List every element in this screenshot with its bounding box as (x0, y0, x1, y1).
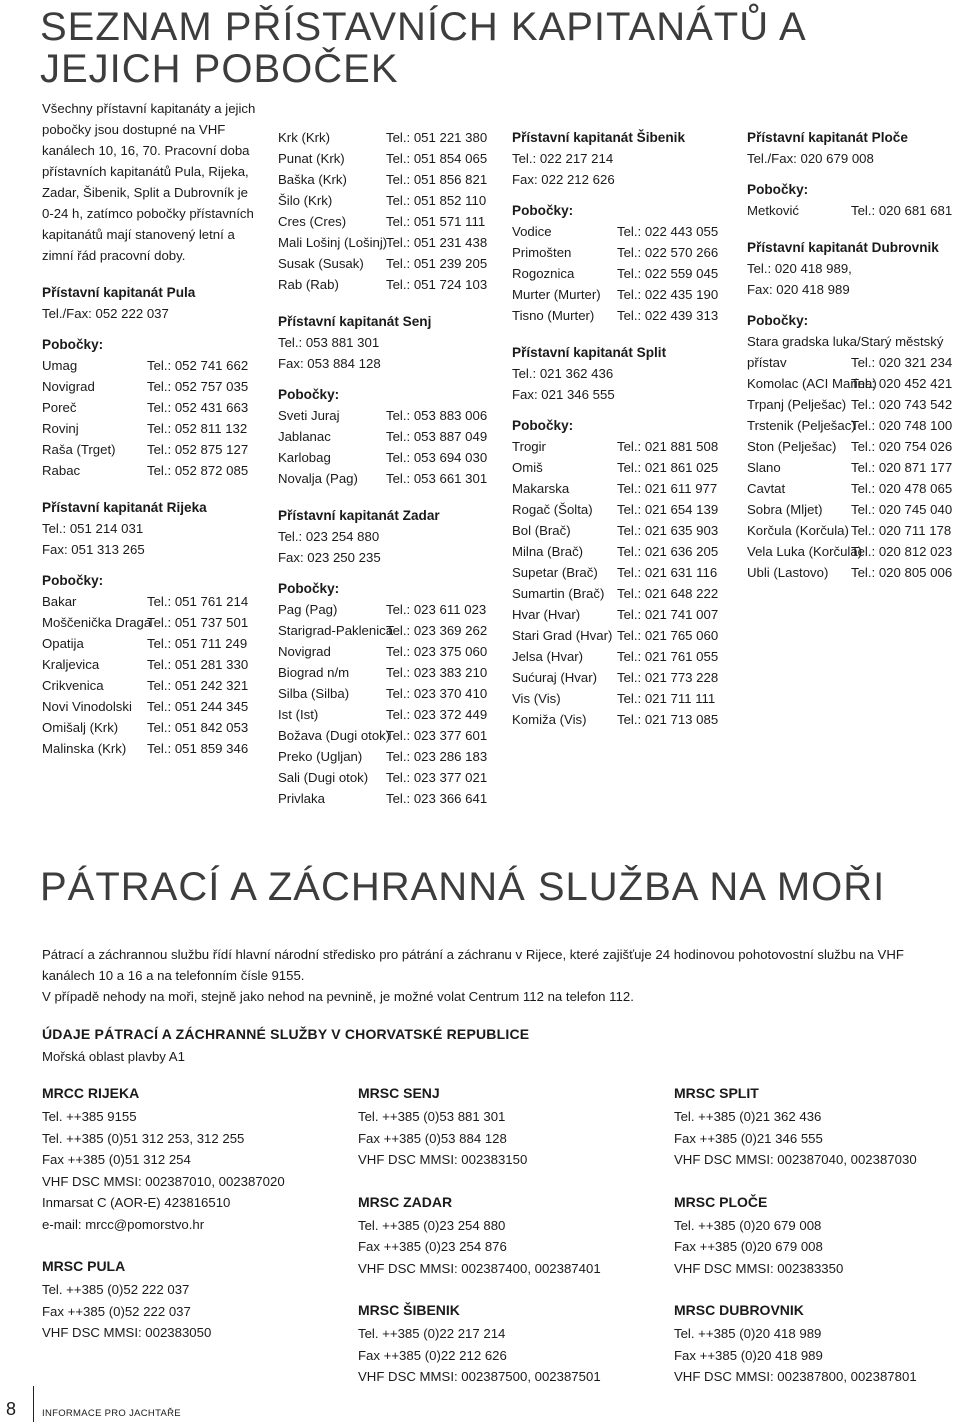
branch-row (42, 738, 262, 759)
branch-tel: Tel.: 023 369 262 (386, 623, 488, 638)
spacer (358, 1171, 638, 1191)
branch-row (278, 232, 496, 253)
branch-row (278, 211, 496, 232)
branch-row (747, 541, 957, 562)
branch-name: Rogač (Šolta) (512, 502, 593, 517)
branch-name: Omišalj (Krk) (42, 720, 119, 735)
branch-tel: Tel.: 051 842 053 (147, 720, 249, 735)
zadar-contact: Tel.: 023 254 880 (278, 529, 380, 544)
branch-name: Moščenička Draga (42, 615, 152, 630)
dubrovnik-branch-line: Stara gradska luka/Starý městský (747, 334, 944, 349)
branch-row (42, 591, 262, 612)
branch-tel: Tel.: 052 875 127 (147, 442, 249, 457)
branch-tel: Tel.: 051 571 111 (386, 214, 486, 229)
centre-line: VHF DSC MMSI: 002387400, 002387401 (358, 1260, 601, 1276)
rijeka-branches-label: Pobočky: (42, 573, 104, 588)
branch-name: Sućuraj (Hvar) (512, 670, 598, 685)
branch-tel: Tel.: 021 636 205 (617, 544, 719, 559)
section-rijeka (42, 497, 262, 759)
branch-row (278, 127, 496, 148)
section-dubrovnik (747, 237, 957, 583)
branch-row (42, 654, 262, 675)
centre-line: Fax ++385 (0)20 418 989 (674, 1347, 823, 1363)
branch-tel: Tel.: 021 713 085 (617, 712, 719, 727)
branch-tel: Tel.: 051 852 110 (386, 193, 487, 208)
centre-line: Tel. ++385 (0)51 312 253, 312 255 (42, 1130, 245, 1146)
branch-name: Korčula (Korčula) (747, 523, 849, 538)
branch-tel: Tel.: 051 856 821 (386, 172, 488, 187)
branch-row (747, 200, 957, 221)
branch-row (747, 562, 957, 583)
branch-tel: Tel.: 051 244 345 (147, 699, 249, 714)
branch-tel: Tel.: 053 661 301 (386, 471, 488, 486)
branch-row (278, 405, 496, 426)
branch-tel: Tel.: 053 887 049 (386, 429, 488, 444)
branch-name: Novigrad (42, 379, 95, 394)
branch-tel: Tel.: 021 773 228 (617, 670, 719, 685)
branch-tel: Tel.: 021 711 111 (617, 691, 716, 706)
rijeka-contact: Tel.: 051 214 031 (42, 521, 144, 536)
branch-tel: Tel.: 023 377 021 (386, 770, 488, 785)
branch-name: Sumartin (Brač) (512, 586, 605, 601)
branch-tel: Tel.: 052 872 085 (147, 463, 249, 478)
branch-row (278, 169, 496, 190)
senj-branches-label: Pobočky: (278, 387, 340, 402)
branch-row (42, 633, 262, 654)
branch-row (278, 599, 496, 620)
branch-name: Trpanj (Pelješac) (747, 397, 847, 412)
rijeka-title: Přístavní kapitanát Rijeka (42, 500, 207, 515)
section-split (512, 342, 730, 730)
branch-name: Jelsa (Hvar) (512, 649, 584, 664)
rescue-intro-1: Pátrací a záchrannou službu řídí hlavní národní středisko pro pátrání a záchranu v Rijece, které zajišťuje 24 hodinovou pohotovostní službu na VHF kanálech 10 a 16 a na telefonním čísle 9155. (42, 947, 904, 983)
branch-name: Hvar (Hvar) (512, 607, 581, 622)
branch-name: Bakar (42, 594, 77, 609)
branch-row (278, 274, 496, 295)
branch-name: Privlaka (278, 791, 325, 806)
dubrovnik-contact: Fax: 020 418 989 (747, 282, 850, 297)
intro-text: Všechny přístavní kapitanáty a jejich pobočky jsou dostupné na VHF kanálech 10, 16, 70. Pracovní doba přístavních kapitanátů Pula, Rijeka, Zadar, Šibenik, Split a Dubrovník je 0-24 h, zatímco pobočky přístavních kapitanátů mají stanovený letní a zimní řád pracovní doby. (42, 101, 256, 263)
branch-row (278, 746, 496, 767)
branch-tel: Tel.: 023 375 060 (386, 644, 488, 659)
centre-name: MRSC PLOČE (674, 1193, 768, 1210)
branch-name: Krk (Krk) (278, 130, 331, 145)
branch-name: Milna (Brač) (512, 544, 584, 559)
branch-tel: Tel.: 051 242 321 (147, 678, 249, 693)
rescue-title: PÁTRACÍ A ZÁCHRANNÁ SLUŽBA NA MOŘI (40, 865, 886, 909)
rijeka-contact: Fax: 051 313 265 (42, 542, 145, 557)
branch-name: Rab (Rab) (278, 277, 339, 292)
branch-tel: Tel.: 021 881 508 (617, 439, 719, 454)
branch-tel: Tel.: 051 221 380 (386, 130, 488, 145)
footer-divider (33, 1386, 34, 1422)
branch-row (747, 394, 957, 415)
branch-name: Baška (Krk) (278, 172, 347, 187)
branch-tel: Tel.: 022 439 313 (617, 308, 719, 323)
branch-tel: Tel.: 020 321 234 (851, 355, 953, 370)
zadar-title: Přístavní kapitanát Zadar (278, 508, 440, 523)
centre-name: MRSC PULA (42, 1258, 126, 1274)
branch-name: Jablanac (278, 429, 331, 444)
split-contact: Tel.: 021 362 436 (512, 366, 614, 381)
branch-tel: Tel.: 051 281 330 (147, 657, 249, 672)
branch-name: Sali (Dugi otok) (278, 770, 369, 785)
branch-row (747, 373, 957, 394)
branch-name: Ubli (Lastovo) (747, 565, 829, 580)
branch-row (512, 520, 730, 541)
branch-row (512, 562, 730, 583)
sibenik-contact: Tel.: 022 217 214 (512, 151, 614, 166)
branch-row (42, 460, 262, 481)
dubrovnik-title: Přístavní kapitanát Dubrovnik (747, 240, 939, 255)
branch-name: Susak (Susak) (278, 256, 364, 271)
branch-tel: Tel.: 051 231 438 (386, 235, 488, 250)
branch-name: Vodice (512, 224, 552, 239)
senj-title: Přístavní kapitanát Senj (278, 314, 432, 329)
pula-contact: Tel./Fax: 052 222 037 (42, 306, 169, 321)
senj-contact: Fax: 053 884 128 (278, 356, 381, 371)
branch-name: Ist (Ist) (278, 707, 319, 722)
centre-name: MRSC ZADAR (358, 1193, 453, 1210)
branch-tel: Tel.: 021 635 903 (617, 523, 719, 538)
branch-name: Bol (Brač) (512, 523, 571, 538)
branch-name: Trogir (512, 439, 546, 454)
centres-column-2 (358, 1082, 638, 1388)
branch-row (747, 415, 957, 436)
branch-row (512, 263, 730, 284)
branch-tel: Tel.: 022 435 190 (617, 287, 719, 302)
branch-tel: Tel.: 020 871 177 (851, 460, 953, 475)
column-2 (278, 127, 496, 809)
branch-tel: Tel.: 020 745 040 (851, 502, 953, 517)
branch-row (42, 696, 262, 717)
branch-row (512, 688, 730, 709)
dubrovnik-contact: Tel.: 020 418 989, (747, 261, 852, 276)
branch-name: Murter (Murter) (512, 287, 601, 302)
branch-name: Umag (42, 358, 78, 373)
branch-name: Silba (Silba) (278, 686, 350, 701)
branch-row (512, 541, 730, 562)
branch-row (278, 767, 496, 788)
branch-row (42, 355, 262, 376)
centre-line: Fax ++385 (0)52 222 037 (42, 1303, 191, 1319)
centre-line: VHF DSC MMSI: 002387040, 002387030 (674, 1152, 917, 1167)
branch-tel: Tel.: 053 694 030 (386, 450, 488, 465)
branch-name: Poreč (42, 400, 77, 415)
sibenik-branches-label: Pobočky: (512, 203, 574, 218)
branch-name: Sobra (Mljet) (747, 502, 823, 517)
branch-name: Crikvenica (42, 678, 104, 693)
centre-name: MRSC SPLIT (674, 1085, 759, 1101)
branch-name: Vela Luka (Korčula) (747, 544, 863, 559)
senj-contact: Tel.: 053 881 301 (278, 335, 380, 350)
branch-name: Šilo (Krk) (278, 193, 333, 208)
branch-name: Biograd n/m (278, 665, 350, 680)
pula-title: Přístavní kapitanát Pula (42, 285, 196, 300)
branch-row (512, 583, 730, 604)
rijeka-branches-continued (278, 127, 496, 295)
branch-name: Pag (Pag) (278, 602, 338, 617)
branch-tel: Tel.: 020 754 026 (851, 439, 953, 454)
branch-name: Vis (Vis) (512, 691, 561, 706)
rescue-subheading: Mořská oblast plavby A1 (42, 1049, 185, 1064)
branch-row (278, 704, 496, 725)
branch-name: Cavtat (747, 481, 786, 496)
centre-line: Fax ++385 (0)21 346 555 (674, 1130, 823, 1146)
rescue-intro (42, 944, 947, 1007)
centre-name: MRSC ŠIBENIK (358, 1302, 460, 1318)
branch-tel: Tel.: 051 239 205 (386, 256, 488, 271)
branch-tel: Tel.: 051 859 346 (147, 741, 249, 756)
centre-line: Tel. ++385 9155 (42, 1109, 137, 1124)
branch-row (512, 667, 730, 688)
branch-tel: Tel.: 051 854 065 (386, 151, 488, 166)
branch-tel: Tel.: 020 452 421 (851, 376, 953, 391)
centres-column-1 (42, 1082, 322, 1344)
branch-tel: Tel.: 051 737 501 (147, 615, 249, 630)
branch-tel: Tel.: 051 711 249 (147, 636, 248, 651)
branch-row (278, 788, 496, 809)
centre-line: VHF DSC MMSI: 002387010, 002387020 (42, 1173, 285, 1189)
branch-row (512, 709, 730, 730)
branch-row (278, 190, 496, 211)
branch-name: Preko (Ugljan) (278, 749, 363, 764)
branch-tel: Tel.: 023 372 449 (386, 707, 488, 722)
branch-tel: Tel.: 052 431 663 (147, 400, 249, 415)
branch-tel: Tel.: 020 805 006 (851, 565, 953, 580)
branch-row (278, 641, 496, 662)
branch-name: Opatija (42, 636, 84, 651)
branch-tel: Tel.: 052 811 132 (147, 421, 248, 436)
ploce-title: Přístavní kapitanát Ploče (747, 130, 908, 145)
centre-line: VHF DSC MMSI: 002383050 (42, 1325, 212, 1340)
spacer (674, 1279, 954, 1299)
centre-line: Tel. ++385 (0)23 254 880 (358, 1217, 506, 1233)
branch-name: Raša (Trget) (42, 442, 116, 457)
sibenik-contact: Fax: 022 212 626 (512, 172, 615, 187)
branch-row (512, 221, 730, 242)
column-1 (42, 98, 262, 759)
centre-name: MRSC SENJ (358, 1085, 440, 1101)
branch-row (42, 612, 262, 633)
branch-row (747, 436, 957, 457)
branch-name: Stari Grad (Hvar) (512, 628, 613, 643)
branch-name: Božava (Dugi otok) (278, 728, 391, 743)
branch-name: Novalja (Pag) (278, 471, 358, 486)
centre-line: Tel. ++385 (0)20 679 008 (674, 1217, 822, 1233)
branch-tel: Tel.: 020 681 681 (851, 203, 953, 218)
rescue-intro-2: V případě nehody na moři, stejně jako nehod na pevnině, je možné volat Centrum 112 na telefon 112. (42, 989, 634, 1004)
branch-name: Makarska (512, 481, 570, 496)
branch-row (278, 683, 496, 704)
branch-tel: Tel.: 020 711 178 (851, 523, 952, 538)
centre-line: Fax ++385 (0)22 212 626 (358, 1347, 507, 1363)
branch-row (512, 457, 730, 478)
branch-tel: Tel.: 020 743 542 (851, 397, 953, 412)
branch-name: Mali Lošinj (Lošinj) (278, 235, 388, 250)
branch-tel: Tel.: 023 370 410 (386, 686, 488, 701)
branch-row (512, 604, 730, 625)
branch-tel: Tel.: 022 443 055 (617, 224, 719, 239)
branch-tel: Tel.: 021 611 977 (617, 481, 718, 496)
centre-line: Tel. ++385 (0)20 418 989 (674, 1326, 822, 1341)
branch-row (512, 499, 730, 520)
branch-name: Cres (Cres) (278, 214, 347, 229)
branch-row (42, 717, 262, 738)
centre-line: Tel. ++385 (0)52 222 037 (42, 1282, 190, 1297)
branch-row (512, 478, 730, 499)
branch-row (512, 646, 730, 667)
branch-name: Trstenik (Pelješac) (747, 418, 856, 433)
branch-name: Punat (Krk) (278, 151, 345, 166)
branch-row (278, 662, 496, 683)
pula-branches-label: Pobočky: (42, 337, 104, 352)
zadar-contact: Fax: 023 250 235 (278, 550, 381, 565)
branch-tel: Tel.: 021 741 007 (617, 607, 719, 622)
centre-line: Fax ++385 (0)51 312 254 (42, 1152, 191, 1167)
centre-line: Tel. ++385 (0)53 881 301 (358, 1109, 506, 1124)
split-contact: Fax: 021 346 555 (512, 387, 615, 402)
centre-line: VHF DSC MMSI: 002383350 (674, 1260, 844, 1276)
branch-tel: Tel.: 022 559 045 (617, 266, 719, 281)
branch-tel: Tel.: 051 761 214 (147, 594, 249, 609)
section-ploce (747, 127, 957, 221)
branch-name: přístav (747, 355, 787, 370)
branch-name: Kraljevica (42, 657, 100, 672)
centre-name: MRCC RIJEKA (42, 1085, 140, 1101)
branch-tel: Tel.: 022 570 266 (617, 245, 719, 260)
branch-tel: Tel.: 021 761 055 (617, 649, 719, 664)
centre-line: Fax ++385 (0)23 254 876 (358, 1239, 507, 1254)
sibenik-title: Přístavní kapitanát Šibenik (512, 130, 686, 145)
branch-tel: Tel.: 023 377 601 (386, 728, 488, 743)
section-zadar (278, 505, 496, 809)
branch-row (512, 284, 730, 305)
branch-name: Supetar (Brač) (512, 565, 598, 580)
branch-row (747, 352, 957, 373)
branch-name: Komiža (Vis) (512, 712, 587, 727)
centre-name: MRSC DUBROVNIK (674, 1302, 804, 1318)
centre-line: VHF DSC MMSI: 002387800, 002387801 (674, 1369, 917, 1384)
footer-label: INFORMACE PRO JACHTAŘE (42, 1408, 181, 1419)
branch-row (278, 468, 496, 489)
branch-name: Ston (Pelješac) (747, 439, 837, 454)
branch-tel: Tel.: 021 861 025 (617, 460, 719, 475)
centres-column-3 (674, 1082, 954, 1388)
branch-tel: Tel.: 053 883 006 (386, 408, 488, 423)
branch-row (512, 436, 730, 457)
dubrovnik-branches-label: Pobočky: (747, 313, 809, 328)
branch-name: Rovinj (42, 421, 79, 436)
branch-row (278, 725, 496, 746)
column-4 (747, 127, 957, 583)
centre-line: Fax ++385 (0)20 679 008 (674, 1239, 823, 1254)
branch-row (747, 499, 957, 520)
branch-row (42, 397, 262, 418)
branch-name: Novi Vinodolski (42, 699, 132, 714)
branch-row (747, 520, 957, 541)
branch-row (42, 439, 262, 460)
branch-name: Rogoznica (512, 266, 575, 281)
branch-row (278, 447, 496, 468)
branch-row (747, 457, 957, 478)
branch-row (512, 625, 730, 646)
spacer (358, 1279, 638, 1299)
branch-row (512, 242, 730, 263)
branch-name: Malinska (Krk) (42, 741, 127, 756)
split-title: Přístavní kapitanát Split (512, 345, 667, 360)
branch-row (278, 426, 496, 447)
branch-name: Slano (747, 460, 781, 475)
branch-tel: Tel.: 023 286 183 (386, 749, 488, 764)
branch-row (747, 478, 957, 499)
centre-line: Inmarsat C (AOR-E) 423816510 (42, 1195, 231, 1210)
centre-line: VHF DSC MMSI: 002383150 (358, 1152, 528, 1167)
branch-tel: Tel.: 020 478 065 (851, 481, 953, 496)
branch-tel: Tel.: 052 741 662 (147, 358, 249, 373)
branch-name: Primošten (512, 245, 572, 260)
branch-row (42, 418, 262, 439)
branch-tel: Tel.: 021 654 139 (617, 502, 719, 517)
branch-name: Metković (747, 203, 800, 218)
branch-tel: Tel.: 021 648 222 (617, 586, 719, 601)
branch-row (42, 675, 262, 696)
centre-line: e-mail: mrcc@pomorstvo.hr (42, 1216, 205, 1232)
branch-tel: Tel.: 051 724 103 (386, 277, 488, 292)
branch-name: Rabac (42, 463, 81, 478)
branch-tel: Tel.: 021 631 116 (617, 565, 718, 580)
branch-name: Komolac (ACI Marina) (747, 376, 877, 391)
branch-tel: Tel.: 023 383 210 (386, 665, 488, 680)
branch-name: Starigrad-Paklenica (278, 623, 394, 638)
centre-line: Tel. ++385 (0)21 362 436 (674, 1109, 822, 1124)
branch-row (278, 148, 496, 169)
branch-name: Karlobag (278, 450, 331, 465)
ploce-branches-label: Pobočky: (747, 182, 809, 197)
column-3 (512, 127, 730, 730)
branch-name: Novigrad (278, 644, 331, 659)
page-title: SEZNAM PŘÍSTAVNÍCH KAPITANÁTŮ A JEJICH POBOČEK (40, 5, 805, 91)
ploce-contact: Tel./Fax: 020 679 008 (747, 151, 874, 166)
branch-tel: Tel.: 020 812 023 (851, 544, 953, 559)
branch-tel: Tel.: 020 748 100 (851, 418, 953, 433)
branch-tel: Tel.: 023 366 641 (386, 791, 488, 806)
branch-name: Omiš (512, 460, 543, 475)
centre-line: Tel. ++385 (0)22 217 214 (358, 1326, 506, 1341)
spacer (42, 1235, 322, 1255)
branch-row (278, 253, 496, 274)
branch-tel: Tel.: 021 765 060 (617, 628, 719, 643)
branch-name: Sveti Juraj (278, 408, 340, 423)
section-senj (278, 311, 496, 489)
branch-row (278, 620, 496, 641)
split-branches-label: Pobočky: (512, 418, 574, 433)
rescue-heading: ÚDAJE PÁTRACÍ A ZÁCHRANNÉ SLUŽBY V CHORVATSKÉ REPUBLICE (42, 1026, 530, 1042)
zadar-branches-label: Pobočky: (278, 581, 340, 596)
section-pula (42, 282, 262, 481)
centre-line: Fax ++385 (0)53 884 128 (358, 1130, 507, 1146)
spacer (674, 1171, 954, 1191)
branch-name: Tisno (Murter) (512, 308, 595, 323)
page-number: 8 (6, 1399, 17, 1419)
centre-line: VHF DSC MMSI: 002387500, 002387501 (358, 1369, 601, 1384)
branch-row (512, 305, 730, 326)
branch-row (42, 376, 262, 397)
branch-tel: Tel.: 023 611 023 (386, 602, 487, 617)
section-sibenik (512, 127, 730, 326)
branch-tel: Tel.: 052 757 035 (147, 379, 249, 394)
